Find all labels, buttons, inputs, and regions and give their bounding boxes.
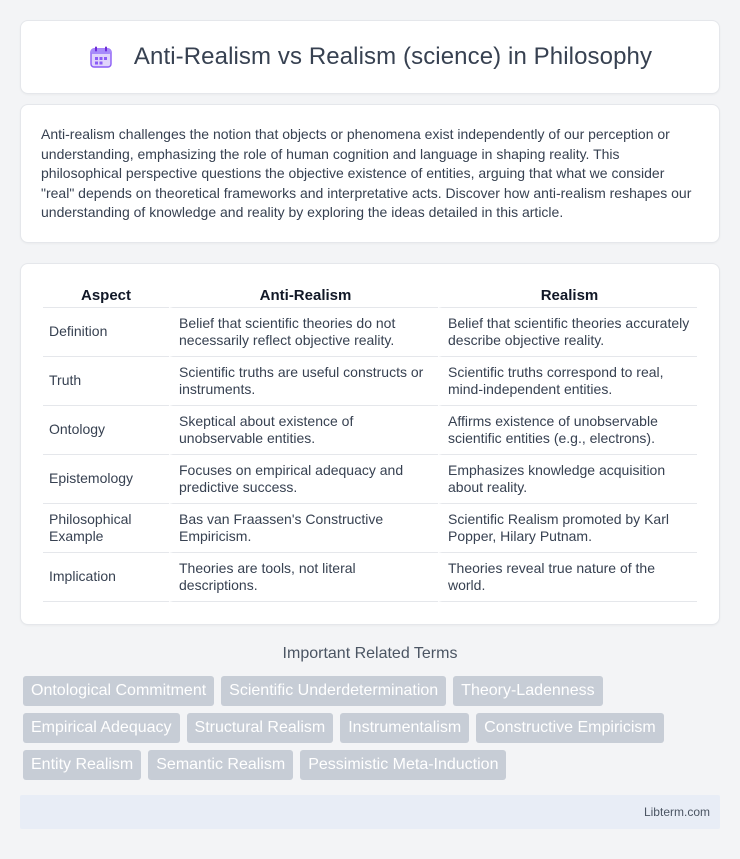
intro-text: Anti-realism challenges the notion that objects or phenomena exist independently of our perception or understanding, emphasizing the role of human cognition and language in shaping reality. This philosophical perspective questions the objective existence of entities, arguing that what we consider "real" depends on theoretical frameworks and interpretative acts. Discover how anti-realism reshapes our understanding of knowledge and reality by exploring the ideas detailed in this article.	[41, 126, 692, 221]
table-cell-anti-realism: Skeptical about existence of unobservable entities.	[169, 406, 438, 455]
comparison-table	[43, 286, 697, 602]
related-terms-heading: Important Related Terms	[282, 645, 458, 662]
table-row	[43, 553, 697, 602]
related-term-tag[interactable]: Constructive Empiricism	[476, 713, 664, 743]
related-term-tag[interactable]: Instrumentalism	[340, 713, 469, 743]
comparison-table-card	[20, 263, 720, 625]
related-terms-list	[23, 676, 723, 780]
table-cell-aspect: Implication	[43, 553, 169, 602]
related-term-tag[interactable]: Semantic Realism	[148, 750, 293, 780]
table-row	[43, 308, 697, 357]
column-header-anti-realism: Anti-Realism	[169, 286, 438, 308]
title-wrap	[88, 43, 652, 71]
related-term-tag[interactable]: Pessimistic Meta-Induction	[300, 750, 506, 780]
table-cell-aspect: Philosophical Example	[43, 504, 169, 553]
table-cell-aspect: Epistemology	[43, 455, 169, 504]
table-row	[43, 455, 697, 504]
footer	[20, 795, 720, 829]
table-row	[43, 504, 697, 553]
header-card	[20, 20, 720, 94]
table-cell-anti-realism: Scientific truths are useful constructs or instruments.	[169, 357, 438, 406]
table-cell-realism: Scientific truths correspond to real, mind-independent entities.	[438, 357, 697, 406]
related-term-tag[interactable]: Entity Realism	[23, 750, 141, 780]
related-term-tag[interactable]: Structural Realism	[187, 713, 334, 743]
related-term-tag[interactable]: Scientific Underdetermination	[221, 676, 446, 706]
table-cell-anti-realism: Focuses on empirical adequacy and predictive success.	[169, 455, 438, 504]
table-cell-anti-realism: Belief that scientific theories do not necessarily reflect objective reality.	[169, 308, 438, 357]
column-header-aspect: Aspect	[43, 286, 169, 308]
related-term-tag[interactable]: Ontological Commitment	[23, 676, 214, 706]
related-term-tag[interactable]: Empirical Adequacy	[23, 713, 180, 743]
table-row	[43, 357, 697, 406]
calendar-icon	[88, 44, 114, 70]
column-header-realism: Realism	[438, 286, 697, 308]
intro-card	[20, 104, 720, 243]
table-row	[43, 406, 697, 455]
table-cell-realism: Affirms existence of unobservable scientific entities (e.g., electrons).	[438, 406, 697, 455]
table-cell-realism: Belief that scientific theories accurately describe objective reality.	[438, 308, 697, 357]
table-cell-realism: Theories reveal true nature of the world.	[438, 553, 697, 602]
table-cell-aspect: Definition	[43, 308, 169, 357]
related-term-tag[interactable]: Theory-Ladenness	[453, 676, 602, 706]
table-header-row	[43, 286, 697, 308]
table-cell-anti-realism: Theories are tools, not literal descriptions.	[169, 553, 438, 602]
table-cell-realism: Emphasizes knowledge acquisition about reality.	[438, 455, 697, 504]
table-cell-aspect: Ontology	[43, 406, 169, 455]
footer-site-link[interactable]: Libterm.com	[643, 805, 710, 819]
table-cell-aspect: Truth	[43, 357, 169, 406]
table-cell-anti-realism: Bas van Fraassen's Constructive Empiricism.	[169, 504, 438, 553]
table-cell-realism: Scientific Realism promoted by Karl Popper, Hilary Putnam.	[438, 504, 697, 553]
page-title: Anti-Realism vs Realism (science) in Philosophy	[133, 43, 653, 70]
